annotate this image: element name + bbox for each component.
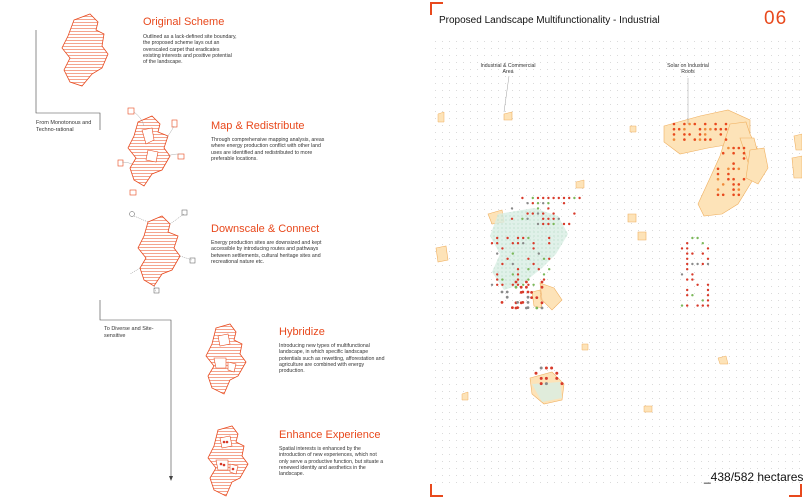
map-dot: [707, 247, 709, 249]
map-dot: [561, 382, 564, 385]
map-dot: [538, 268, 540, 270]
map-dot: [543, 278, 545, 280]
map-dot: [540, 367, 543, 370]
map-dot: [558, 218, 560, 220]
map-dot: [527, 301, 530, 304]
map-dot: [727, 147, 730, 150]
map-dot: [545, 382, 548, 385]
map-dot: [496, 278, 498, 280]
map-dot: [527, 268, 529, 270]
map-dot: [527, 278, 529, 280]
map-dot: [496, 273, 498, 275]
map-dot: [738, 147, 741, 150]
map-dot: [717, 178, 720, 181]
map-dot: [699, 133, 702, 136]
step-title-enhance-experience: Enhance Experience: [279, 429, 381, 441]
map-dot: [512, 273, 514, 275]
map-dot: [720, 133, 723, 136]
map-dot: [527, 258, 529, 260]
map-dot: [555, 377, 558, 380]
map-dot: [732, 168, 735, 171]
map-dot: [694, 138, 697, 141]
map-dot: [517, 268, 519, 270]
map-dot: [501, 301, 504, 304]
map-dot: [542, 197, 544, 199]
map-dot: [707, 289, 709, 291]
map-dot: [558, 197, 560, 199]
map-dot: [704, 123, 707, 126]
map-dot: [691, 252, 693, 254]
map-dot: [743, 147, 746, 150]
map-dot: [738, 168, 741, 171]
map-dot: [515, 281, 518, 284]
map-dot: [686, 252, 688, 254]
map-dot: [694, 123, 697, 126]
map-dot: [673, 138, 676, 141]
frame-corner-top-left: [430, 2, 443, 15]
map-dot: [538, 252, 540, 254]
map-dot: [547, 197, 549, 199]
map-dot: [548, 258, 550, 260]
map-dot: [532, 247, 534, 249]
map-dot: [517, 278, 519, 280]
label-industrial-commercial: Industrial & Commercial Area: [480, 63, 536, 76]
industrial-map: [432, 38, 802, 486]
map-dot: [555, 372, 558, 375]
map-dot: [683, 133, 686, 136]
map-dot: [552, 223, 554, 225]
map-dot: [688, 133, 691, 136]
map-dot: [526, 212, 528, 214]
map-dot: [552, 218, 554, 220]
map-dot: [714, 128, 717, 131]
map-dot: [530, 296, 533, 299]
step-body-original-scheme: Outlined as a lack-defined site boundary, the proposed scheme lays out an overscaled carpet that eradicates existing interests and positive potential of the landscape.: [143, 34, 237, 66]
map-dot: [506, 296, 509, 299]
map-dot: [691, 237, 693, 239]
map-dot: [691, 278, 693, 280]
map-dot: [537, 207, 539, 209]
map-dot: [496, 237, 498, 239]
map-dot: [696, 284, 698, 286]
map-dot: [732, 178, 735, 181]
map-dot: [525, 286, 528, 289]
map-dot: [732, 162, 735, 165]
map-dot: [530, 291, 533, 294]
step-body-downscale-connect: Energy production sites are downsized and kept accessible by introducing routes and pathways between settlements, cultural heritage sites and recreational nature etc.: [211, 240, 322, 265]
map-dot: [738, 188, 741, 191]
map-dot: [738, 194, 741, 197]
map-dot: [512, 263, 514, 265]
map-dot: [520, 286, 523, 289]
map-dot: [704, 133, 707, 136]
map-dot: [563, 197, 565, 199]
map-dot: [691, 294, 693, 296]
map-dot: [691, 263, 693, 265]
map-dot: [506, 258, 508, 260]
map-dot: [691, 273, 693, 275]
map-dot: [686, 242, 688, 244]
map-dot: [720, 128, 723, 131]
map-dot: [527, 306, 530, 309]
map-dot: [548, 242, 550, 244]
map-dot: [673, 123, 676, 126]
label-solar-roofs: Solar on Industrial Roofs: [667, 63, 709, 76]
map-dot: [686, 294, 688, 296]
map-dot: [707, 284, 709, 286]
map-dot: [517, 237, 519, 239]
hybridize-diagram: [198, 322, 254, 400]
map-dot: [496, 284, 498, 286]
map-redistribute-diagram: [112, 100, 194, 200]
map-dot: [743, 178, 746, 181]
map-dot: [512, 284, 514, 286]
hectares-readout: _438/582 hectares: [704, 470, 804, 484]
map-dot: [547, 207, 549, 209]
map-dot: [545, 367, 548, 370]
map-title: Proposed Landscape Multifunctionality - Industrial: [439, 15, 660, 26]
map-dot: [548, 268, 550, 270]
map-dot: [686, 289, 688, 291]
map-dot: [526, 218, 528, 220]
map-dot: [547, 202, 549, 204]
map-dot: [732, 183, 735, 186]
map-dot: [542, 212, 544, 214]
map-dot: [702, 242, 704, 244]
flow-from-label: From Monotonous and Techno-rational: [36, 120, 92, 133]
map-dot: [550, 367, 553, 370]
map-dot: [542, 223, 544, 225]
map-dot: [547, 218, 549, 220]
map-dot: [702, 263, 704, 265]
map-dot: [722, 152, 725, 155]
map-dot: [501, 291, 504, 294]
map-dot: [683, 123, 686, 126]
map-dot: [678, 128, 681, 131]
map-dot: [543, 258, 545, 260]
map-dot: [702, 304, 704, 306]
map-dot: [563, 202, 565, 204]
map-dot: [725, 128, 728, 131]
map-dot: [496, 242, 498, 244]
map-dot: [537, 202, 539, 204]
map-dot: [512, 242, 514, 244]
map-dot: [568, 223, 570, 225]
map-dot: [573, 197, 575, 199]
map-dot: [673, 133, 676, 136]
map-dot: [552, 212, 554, 214]
map-dot: [527, 296, 530, 299]
map-dot: [501, 278, 503, 280]
map-dot: [563, 223, 565, 225]
original-scheme-diagram: [52, 12, 122, 90]
map-dot: [545, 377, 548, 380]
map-dot: [722, 183, 725, 186]
map-dot: [707, 294, 709, 296]
map-dot: [743, 157, 746, 160]
map-dot: [727, 173, 730, 176]
map-dot: [541, 301, 544, 304]
map-dot: [527, 284, 529, 286]
map-dot: [699, 128, 702, 131]
map-dot: [542, 218, 544, 220]
map-dot: [688, 123, 691, 126]
map-dot: [542, 202, 544, 204]
map-dot: [686, 268, 688, 270]
map-dot: [537, 223, 539, 225]
map-dot: [681, 273, 683, 275]
map-dot: [501, 247, 503, 249]
map-dot: [673, 128, 676, 131]
map-dot: [521, 197, 523, 199]
map-dot: [522, 242, 524, 244]
map-dot: [532, 284, 534, 286]
map-dot: [568, 197, 570, 199]
map-dot: [738, 183, 741, 186]
map-dot: [540, 377, 543, 380]
map-dot: [527, 237, 529, 239]
map-dot: [515, 286, 518, 289]
map-dot: [686, 258, 688, 260]
step-title-original-scheme: Original Scheme: [143, 16, 225, 28]
map-dot: [696, 304, 698, 306]
map-dot: [535, 296, 538, 299]
map-dot: [686, 263, 688, 265]
map-dot: [501, 284, 503, 286]
map-dot: [732, 194, 735, 197]
map-dot: [516, 306, 519, 309]
map-dot: [532, 202, 534, 204]
map-dot: [527, 291, 530, 294]
map-dot: [696, 263, 698, 265]
step-title-hybridize: Hybridize: [279, 326, 325, 338]
map-dot: [709, 128, 712, 131]
map-dot: [717, 168, 720, 171]
map-dot: [532, 242, 534, 244]
map-dot: [707, 304, 709, 306]
map-dot: [516, 301, 519, 304]
map-dot: [732, 188, 735, 191]
map-dot: [532, 212, 534, 214]
map-dot: [732, 147, 735, 150]
flow-to-label: To Diverse and Site-sensitive: [104, 326, 154, 339]
map-dot: [686, 247, 688, 249]
map-dot: [541, 307, 544, 310]
map-dot: [521, 291, 524, 294]
map-dot: [704, 138, 707, 141]
step-title-map-redistribute: Map & Redistribute: [211, 120, 305, 132]
map-dot: [686, 278, 688, 280]
map-dot: [532, 197, 534, 199]
map-dot: [717, 188, 720, 191]
map-dot: [491, 284, 493, 286]
map-dot: [702, 252, 704, 254]
map-dot: [506, 237, 508, 239]
step-body-enhance-experience: Spatial interests is enhanced by the introduction of new experiences, which not only serve a productive function, but situate a renewed identity and aesthetics in the landscape.: [279, 446, 384, 478]
map-dot: [512, 252, 514, 254]
map-dot: [732, 152, 735, 155]
page-number: 06: [764, 8, 788, 29]
map-dot: [681, 247, 683, 249]
map-dot: [717, 194, 720, 197]
map-dot: [535, 307, 538, 310]
map-dot: [709, 138, 712, 141]
map-dot: [517, 284, 519, 286]
map-dot: [696, 237, 698, 239]
map-dot: [727, 178, 730, 181]
step-body-map-redistribute: Through comprehensive mapping analysis, areas where energy production conflict with other land uses are identified and redistributed to more preferable locations.: [211, 137, 325, 162]
map-dot: [727, 168, 730, 171]
map-dot: [525, 281, 528, 284]
map-dot: [522, 237, 524, 239]
map-dot: [707, 299, 709, 301]
map-dot: [517, 273, 519, 275]
map-dot: [714, 123, 717, 126]
map-dot: [578, 197, 580, 199]
map-dot: [526, 202, 528, 204]
map-dot: [521, 218, 523, 220]
map-dot: [537, 212, 539, 214]
map-dot: [552, 197, 554, 199]
map-dot: [517, 242, 519, 244]
map-dot: [704, 128, 707, 131]
map-dot: [501, 263, 503, 265]
map-dot: [540, 382, 543, 385]
map-dot: [725, 138, 728, 141]
step-title-downscale-connect: Downscale & Connect: [211, 223, 320, 235]
enhance-experience-diagram: [200, 424, 256, 500]
map-dot: [707, 263, 709, 265]
map-dot: [506, 291, 509, 294]
map-dot: [683, 128, 686, 131]
map-dot: [511, 306, 514, 309]
map-dot: [541, 286, 544, 289]
map-dot: [511, 218, 513, 220]
step-body-hybridize: Introducing new types of multifunctional landscape, in which specific landscape potentials such as rewetting, afforestation and agriculture are combined with energy production.: [279, 343, 385, 375]
map-dot: [543, 273, 545, 275]
map-dot: [683, 138, 686, 141]
map-dot: [496, 252, 498, 254]
map-dot: [521, 301, 524, 304]
map-dot: [532, 263, 534, 265]
map-dot: [522, 284, 524, 286]
map-dot: [707, 258, 709, 260]
map-dot: [702, 299, 704, 301]
map-dot: [717, 173, 720, 176]
map-dot: [681, 304, 683, 306]
map-dot: [547, 223, 549, 225]
map-dot: [699, 138, 702, 141]
map-dot: [535, 372, 538, 375]
map-dot: [511, 207, 513, 209]
downscale-connect-diagram: [126, 204, 200, 296]
map-dot: [743, 152, 746, 155]
map-dot: [537, 197, 539, 199]
map-dot: [573, 212, 575, 214]
map-dot: [491, 242, 493, 244]
map-dot: [541, 281, 544, 284]
map-dot: [548, 237, 550, 239]
map-dot: [686, 304, 688, 306]
map-dot: [722, 194, 725, 197]
map-dot: [725, 123, 728, 126]
